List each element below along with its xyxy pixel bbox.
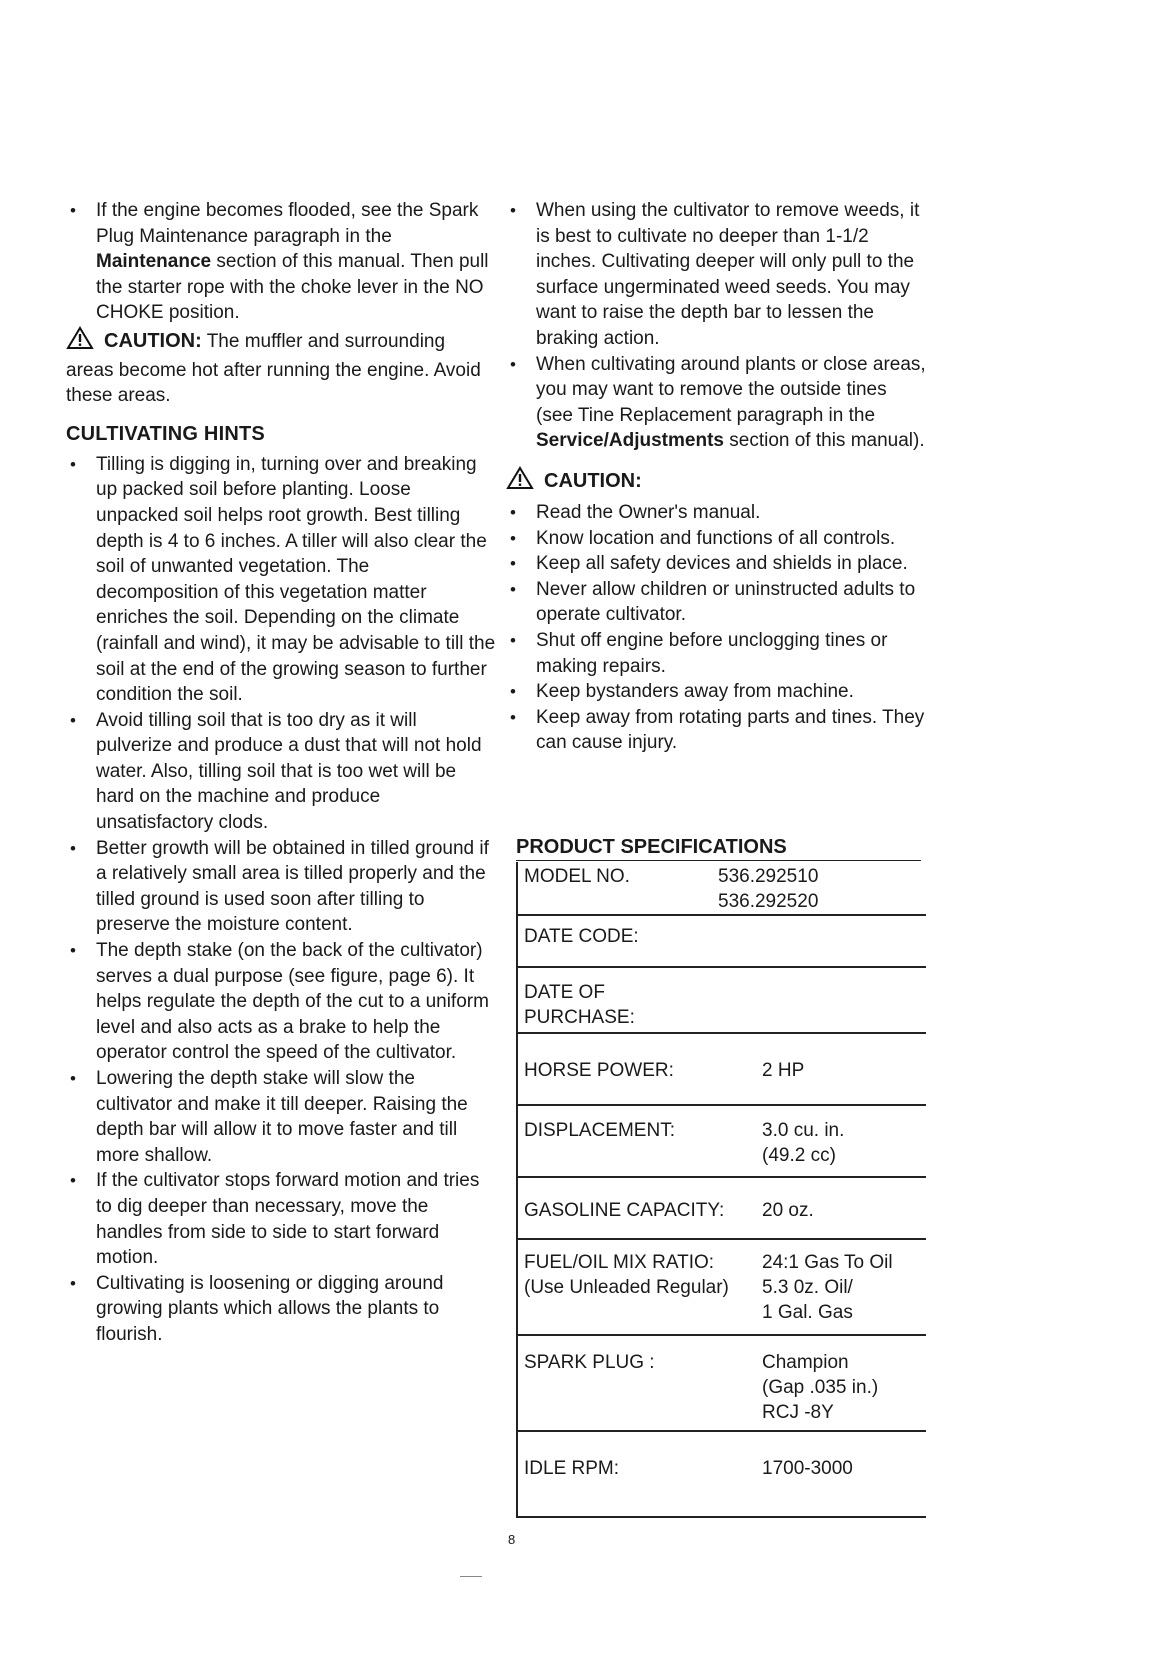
spec-row-fuel-oil-mix bbox=[518, 1240, 926, 1336]
weeding-list bbox=[506, 198, 926, 454]
caution-item: • Keep bystanders away from machine. bbox=[506, 679, 926, 705]
spec-row-model bbox=[518, 862, 926, 916]
spec-row-gasoline-capacity bbox=[518, 1178, 926, 1240]
hint-item: • The depth stake (on the back of the cultivator) serves a dual purpose (see figure, page 6). It helps regulate the depth of the cut to a uniform level and also acts as a brake to help the operator control the speed of the cultivator. bbox=[66, 938, 496, 1066]
hint-item: • If the cultivator stops forward motion and tries to dig deeper than necessary, move the handles from side to side to start forward motion. bbox=[66, 1168, 496, 1270]
spec-label: FUEL/OIL MIX RATIO: (Use Unleaded Regular) bbox=[524, 1252, 729, 1298]
hint-item: • Better growth will be obtained in tilled ground if a relatively small area is tilled properly and the tilled ground is used soon after tilling to preserve the moisture content. bbox=[66, 836, 496, 938]
footer-rule bbox=[460, 1576, 482, 1577]
hint-item: • Cultivating is loosening or digging around growing plants which allows the plants to flourish. bbox=[66, 1271, 496, 1348]
warning-triangle-icon bbox=[66, 326, 94, 358]
caution-item: • Keep all safety devices and shields in place. bbox=[506, 551, 926, 577]
spec-value: 20 oz. bbox=[762, 1200, 814, 1221]
spec-label: GASOLINE CAPACITY: bbox=[524, 1200, 725, 1221]
spec-value: 2 HP bbox=[762, 1060, 805, 1081]
spec-row-displacement bbox=[518, 1106, 926, 1178]
caution-label: CAUTION: bbox=[544, 469, 642, 492]
caution-item: • Keep away from rotating parts and tines. They can cause injury. bbox=[506, 705, 926, 756]
page-number: 8 bbox=[508, 1532, 516, 1547]
spec-row-spark-plug bbox=[518, 1336, 926, 1432]
hint-item: • Avoid tilling soil that is too dry as it will pulverize and produce a dust that will not hold water. Also, tilling soil that is too wet will be hard on the machine and produce unsatisfactory clods. bbox=[66, 708, 496, 836]
spec-label: DISPLACEMENT: bbox=[524, 1120, 675, 1141]
caution-text: The muffler and surrounding areas become hot after running the engine. Avoid these areas. bbox=[66, 330, 481, 407]
spec-label: MODEL NO. bbox=[524, 866, 630, 887]
spec-row-idle-rpm bbox=[518, 1432, 926, 1518]
spec-value: 24:1 Gas To Oil 5.3 0z. Oil/ 1 Gal. Gas bbox=[762, 1252, 893, 1323]
caution-item: • Know location and functions of all controls. bbox=[506, 526, 926, 552]
engine-flood-list bbox=[66, 198, 496, 326]
spec-value: 536.292510 536.292520 bbox=[718, 866, 819, 912]
spec-row-horse-power bbox=[518, 1034, 926, 1106]
spec-label: SPARK PLUG : bbox=[524, 1352, 655, 1373]
muffler-caution bbox=[66, 326, 496, 409]
left-column bbox=[66, 198, 496, 1348]
spec-label: DATE OF PURCHASE: bbox=[524, 982, 635, 1028]
caution-item: • Read the Owner's manual. bbox=[506, 500, 926, 526]
spec-label: IDLE RPM: bbox=[524, 1458, 620, 1479]
product-specifications-heading: PRODUCT SPECIFICATIONS bbox=[516, 836, 921, 861]
caution-label: CAUTION: bbox=[104, 329, 202, 352]
spec-label: DATE CODE: bbox=[524, 926, 639, 947]
cultivating-hints-heading: CULTIVATING HINTS bbox=[66, 422, 265, 445]
spec-row-date-code bbox=[518, 916, 926, 968]
spec-label: HORSE POWER: bbox=[524, 1060, 674, 1081]
hint-item: • Tilling is digging in, turning over and breaking up packed soil before planting. Loose unpacked soil helps root growth. Best tilling depth is 4 to 6 inches. A tiller will also clear the soil of unwanted vegetation. The decomposition of this vegetation matter enriches the soil. Depending on the climate (rainfall and wind), it may be advisable to till the soil at the end of the growing season to further condition the soil. bbox=[66, 452, 496, 708]
warning-triangle-icon bbox=[506, 466, 534, 496]
spec-value: Champion (Gap .035 in.) RCJ -8Y bbox=[762, 1352, 879, 1423]
cultivating-hints-list bbox=[66, 452, 496, 1348]
hint-item: • Lowering the depth stake will slow the cultivator and make it till deeper. Raising the depth bar will allow it to move faster and till more shallow. bbox=[66, 1066, 496, 1168]
outside-tines-bullet: • When cultivating around plants or close areas, you may want to remove the outside tines (see Tine Replacement paragraph in the Service/Adjustments section of this manual). bbox=[506, 352, 926, 454]
spec-value: 3.0 cu. in. (49.2 cc) bbox=[762, 1120, 845, 1166]
caution-item: • Shut off engine before unclogging tines or making repairs. bbox=[506, 628, 926, 679]
right-column bbox=[506, 198, 926, 756]
spec-row-date-of-purchase bbox=[518, 968, 926, 1034]
safety-caution-heading bbox=[506, 466, 926, 496]
specifications-table bbox=[516, 862, 926, 1518]
service-adjustments-reference: Service/Adjustments bbox=[536, 430, 724, 452]
caution-item: • Never allow children or uninstructed adults to operate cultivator. bbox=[506, 577, 926, 628]
engine-flood-bullet: • If the engine becomes flooded, see the Spark Plug Maintenance paragraph in the Maintenance section of this manual. Then pull the starter rope with the choke lever in the NO CHOKE position. bbox=[66, 198, 496, 326]
weeding-bullet: • When using the cultivator to remove weeds, it is best to cultivate no deeper than 1-1/2 inches. Cultivating deeper will only pull to the surface ungerminated weed seeds. You may want to raise the depth bar to lessen the braking action. bbox=[506, 198, 926, 352]
safety-caution-list bbox=[506, 500, 926, 756]
maintenance-reference: Maintenance bbox=[96, 251, 212, 273]
spec-value: 1700-3000 bbox=[762, 1458, 853, 1479]
